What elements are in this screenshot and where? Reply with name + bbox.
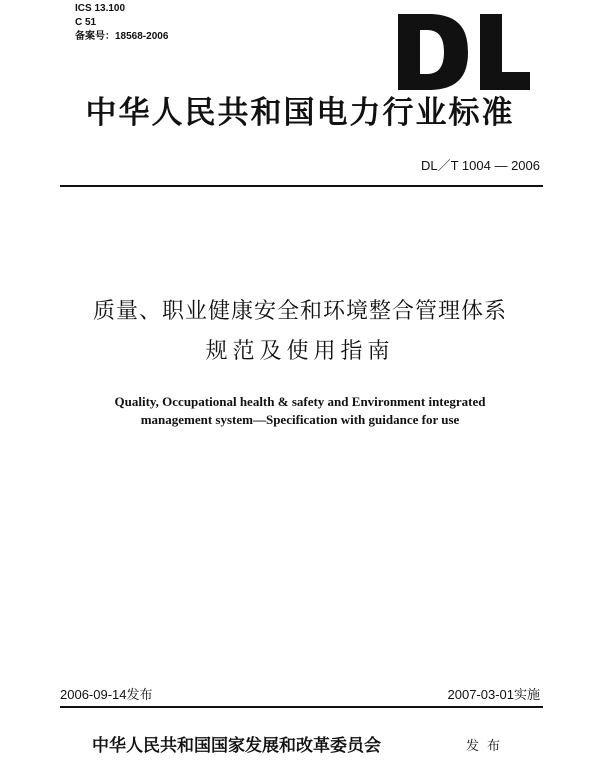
record-number: 备案号：18568-2006 <box>75 31 169 42</box>
standard-number: DL／T 1004 — 2006 <box>421 158 540 173</box>
ics-code: ICS 13.100 <box>75 3 126 14</box>
english-title-line-1: Quality, Occupational health & safety and Environment integrated <box>114 394 486 409</box>
standard-type-heading: 中华人民共和国电力行业标准 <box>85 95 515 131</box>
issue-date: 2006-09-14发布 <box>60 687 153 702</box>
ccs-code: C 51 <box>75 17 97 28</box>
bottom-divider <box>60 706 543 708</box>
english-title-line-2: management system—Specification with guidance for use <box>140 412 460 427</box>
dl-logo <box>398 14 530 90</box>
chinese-title-line-1: 质量、职业健康安全和环境整合管理体系 <box>92 299 507 324</box>
issued-label: 发布 <box>466 739 509 754</box>
publisher-name: 中华人民共和国国家发展和改革委员会 <box>92 736 381 756</box>
top-divider <box>60 185 543 187</box>
implementation-date: 2007-03-01实施 <box>447 687 540 702</box>
chinese-title-line-2: 规范及使用指南 <box>205 339 395 364</box>
